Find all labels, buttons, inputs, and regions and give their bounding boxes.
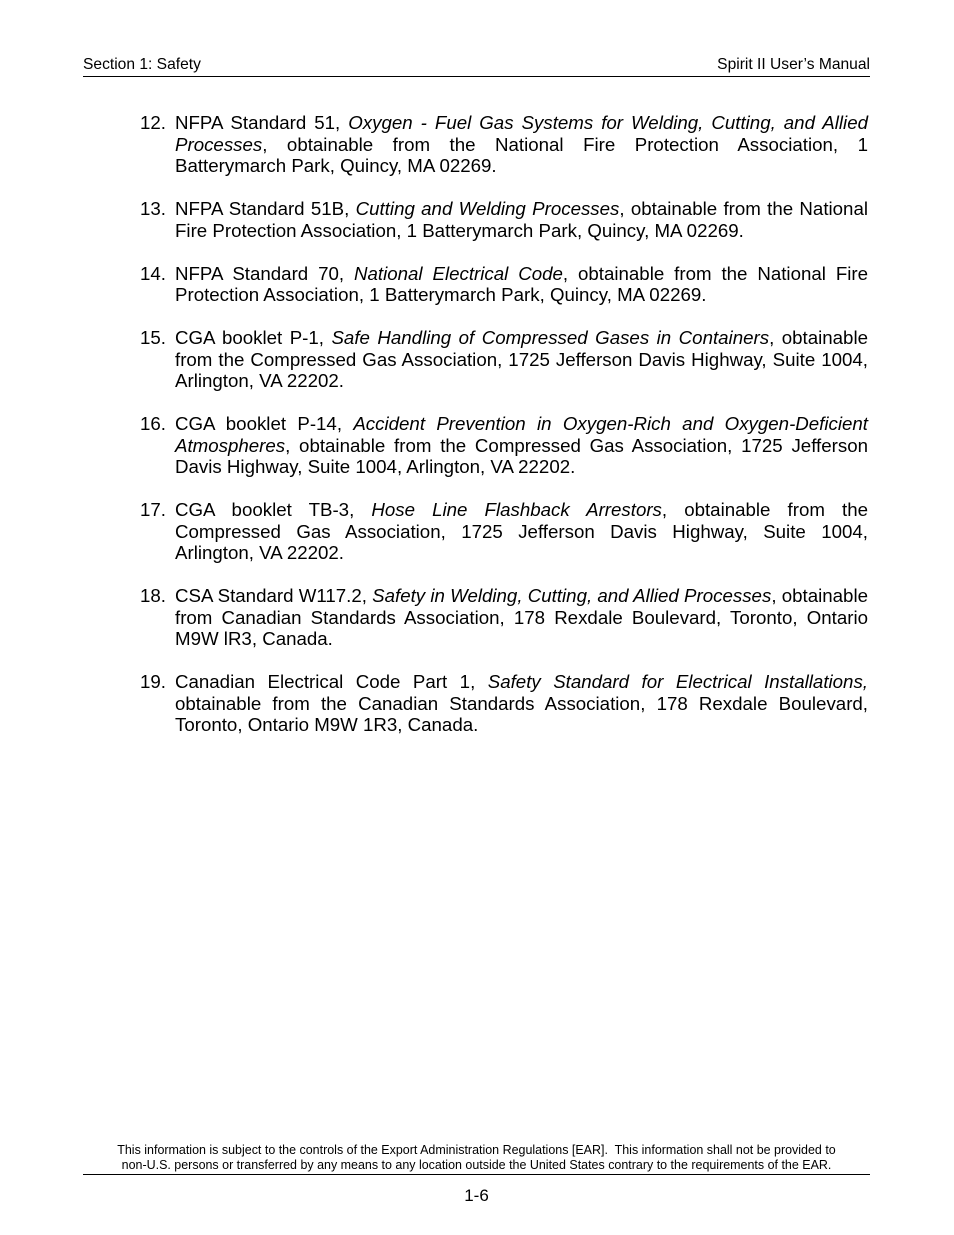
reference-text	[175, 263, 868, 306]
reference-title: Accident Prevention in Oxygen-Rich and Oxygen-Deficient Atmospheres	[175, 413, 868, 456]
reference-source: , obtainable from Canadian Standards Association, 178 Rexdale Boulevard, Toronto, Ontario M9W lR3, Canada.	[175, 585, 868, 649]
reference-source: , obtainable from the Compressed Gas Association, 1725 Jefferson Davis Highway, Suite 1004, Arlington, VA 22202.	[175, 327, 868, 391]
reference-text	[175, 413, 868, 478]
reference-designation: CGA booklet P-14,	[175, 413, 354, 434]
reference-title: Oxygen - Fuel Gas Systems for Welding, Cutting, and Allied Processes	[175, 112, 868, 155]
reference-number: 12.	[140, 112, 166, 133]
reference-number: 15.	[140, 327, 166, 348]
reference-designation: Canadian Electrical Code Part 1,	[175, 671, 488, 692]
page-number: 1-6	[464, 1186, 489, 1205]
reference-text	[175, 198, 868, 241]
reference-item	[140, 263, 868, 306]
reference-source: , obtainable from the Compressed Gas Association, 1725 Jefferson Davis Highway, Suite 1004, Arlington, VA 22202.	[175, 434, 868, 477]
section-title: Section 1: Safety	[83, 56, 201, 73]
reference-title: Safe Handling of Compressed Gases in Containers	[331, 327, 770, 348]
reference-item	[140, 585, 868, 650]
reference-designation: NFPA Standard 70,	[175, 262, 354, 284]
reference-list	[140, 112, 868, 757]
reference-designation: CSA Standard W117.2,	[175, 585, 373, 606]
reference-number: 16.	[140, 413, 166, 434]
reference-item	[140, 112, 868, 177]
reference-designation: CGA booklet P-1,	[175, 327, 332, 348]
manual-title: Spirit II User’s Manual	[717, 56, 870, 73]
reference-title: Safety in Welding, Cutting, and Allied Processes	[372, 585, 772, 606]
page-header	[83, 56, 870, 77]
reference-number: 19.	[140, 671, 166, 692]
reference-text	[175, 671, 868, 736]
reference-title: Cutting and Welding Processes	[355, 198, 620, 219]
reference-text	[175, 112, 868, 177]
reference-source: , obtainable from the National Fire Protection Association, 1 Batterymarch Park, Quincy, MA 02269.	[175, 198, 868, 241]
reference-designation: NFPA Standard 51,	[175, 112, 349, 133]
export-notice-line: This information is subject to the controls of the Export Administration Regulations [EAR]. This information shall not be provided to	[117, 1143, 836, 1157]
reference-text	[175, 327, 868, 392]
reference-number: 13.	[140, 198, 166, 219]
reference-item	[140, 671, 868, 736]
reference-item	[140, 499, 868, 564]
reference-source: , obtainable from the Compressed Gas Association, 1725 Jefferson Davis Highway, Suite 1004, Arlington, VA 22202.	[175, 499, 868, 563]
reference-designation: NFPA Standard 51B,	[175, 198, 356, 219]
reference-designation: CGA booklet TB-3,	[175, 499, 372, 520]
reference-number: 14.	[140, 262, 166, 284]
reference-number: 17.	[140, 499, 166, 520]
export-notice-line: non-U.S. persons or transferred by any means to any location outside the United States contrary to the requirements of the EAR.	[121, 1158, 832, 1172]
reference-text	[175, 499, 868, 564]
reference-title: Safety Standard for Electrical Installations,	[487, 671, 868, 692]
reference-source: , obtainable from the National Fire Protection Association, 1 Batterymarch Park, Quincy, MA 02269.	[175, 133, 868, 176]
reference-item	[140, 198, 868, 241]
reference-source: , obtainable from the National Fire Protection Association, 1 Batterymarch Park, Quincy, MA 02269.	[175, 262, 869, 305]
reference-text	[175, 585, 868, 650]
export-control-notice	[83, 1143, 870, 1175]
reference-item	[140, 413, 868, 478]
reference-item	[140, 327, 868, 392]
reference-number: 18.	[140, 585, 166, 606]
reference-source: obtainable from the Canadian Standards Association, 178 Rexdale Boulevard, Toronto, Ontario M9W 1R3, Canada.	[175, 692, 868, 735]
reference-title: Hose Line Flashback Arrestors	[371, 499, 662, 520]
reference-title: National Electrical Code	[354, 262, 563, 284]
